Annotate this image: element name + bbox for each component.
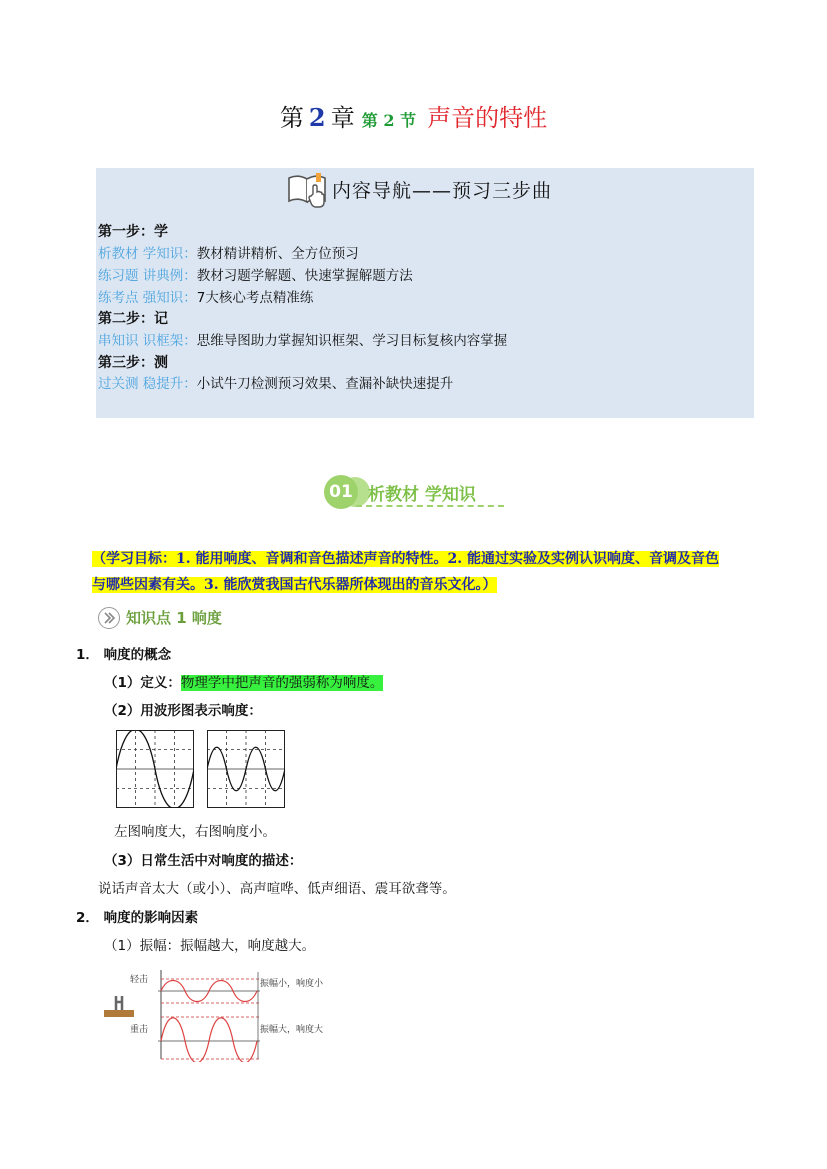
- small-amplitude-label: 振幅小，响度小: [260, 979, 324, 989]
- objectives-line-2: 与哪些因素有关。3. 能欣赏我国古代乐器所体现出的音乐文化。）: [92, 577, 497, 593]
- nav-row-5: [98, 374, 453, 396]
- step-2-heading: 第二步：记: [98, 311, 168, 327]
- chevron-circle-icon: [98, 607, 120, 629]
- nav-row-4-label: 串知识 识框架：: [98, 333, 197, 349]
- nav-row-2: [98, 266, 413, 288]
- nav-row-4-text: 思维导图助力掌握知识框架、学习目标复核内容掌握: [196, 333, 508, 349]
- definition-label: （1）定义：: [104, 675, 181, 691]
- step-3-heading: 第三步：测: [98, 355, 168, 371]
- waveform-quiet: [207, 730, 285, 808]
- amplitude-item: （1）振幅：振幅越大，响度越大。: [104, 938, 316, 954]
- knowledge-point-title: 知识点 1 响度: [126, 609, 222, 627]
- nav-row-1-label: 析教材 学知识：: [98, 246, 197, 262]
- badge-title: 析教材 学知识: [368, 485, 476, 505]
- content-nav-header: [96, 168, 754, 206]
- nav-row-3-text: 7大核心考点精准练: [196, 290, 314, 306]
- nav-row-5-label: 过关测 稳提升：: [98, 376, 197, 392]
- book-hand-icon: [286, 170, 330, 210]
- objectives-line-1: （学习目标：1. 能用响度、音调和音色描述声音的特性。2. 能通过实验及实例认识响度、音调及音色: [92, 551, 719, 567]
- nav-row-1: [98, 244, 359, 266]
- nav-row-1-text: 教材精讲精析、全方位预习: [196, 246, 359, 262]
- nav-row-3: [98, 288, 313, 310]
- section-title: 声音的特性: [427, 104, 548, 132]
- sec2-heading: 2． 响度的影响因素: [76, 910, 199, 926]
- heavy-strike-label: 重击: [130, 1025, 149, 1035]
- chapter-number: 2: [308, 103, 326, 132]
- large-amplitude-label: 振幅大，响度大: [260, 1025, 324, 1035]
- content-nav-title: 内容导航——预习三步曲: [332, 180, 553, 202]
- waveform-label: （2）用波形图表示响度：: [104, 703, 262, 719]
- nav-row-5-text: 小试牛刀检测预习效果、查漏补缺快速提升: [196, 376, 454, 392]
- sec1-heading: 1． 响度的概念: [76, 647, 172, 663]
- nav-row-4: [98, 331, 507, 353]
- chapter-prefix: 第: [279, 104, 304, 132]
- learning-objectives: [92, 546, 754, 598]
- waveform-caption: 左图响度大，右图响度小。: [114, 824, 276, 840]
- light-strike-label: 轻击: [130, 975, 149, 985]
- badge-underline: [356, 505, 504, 507]
- nav-row-2-label: 练习题 讲典例：: [98, 268, 197, 284]
- nav-row-2-text: 教材习题学解题、快速掌握解题方法: [196, 268, 413, 284]
- badge-number: 01: [324, 475, 358, 509]
- tuning-fork-figure: [100, 962, 340, 1062]
- step-1-heading: 第一步：学: [98, 224, 168, 240]
- waveform-loud: [116, 730, 194, 808]
- definition-line: [104, 671, 383, 691]
- page-title: [0, 98, 827, 133]
- daily-description-label: （3）日常生活中对响度的描述：: [104, 853, 303, 869]
- chapter-suffix: 章: [330, 104, 355, 132]
- section-label: 第 2 节: [361, 111, 417, 130]
- definition-text: 物理学中把声音的强弱称为响度。: [180, 675, 384, 691]
- nav-row-3-label: 练考点 强知识：: [98, 290, 197, 306]
- daily-description-text: 说话声音太大（或小）、高声喧哗、低声细语、震耳欲聋等。: [98, 881, 456, 897]
